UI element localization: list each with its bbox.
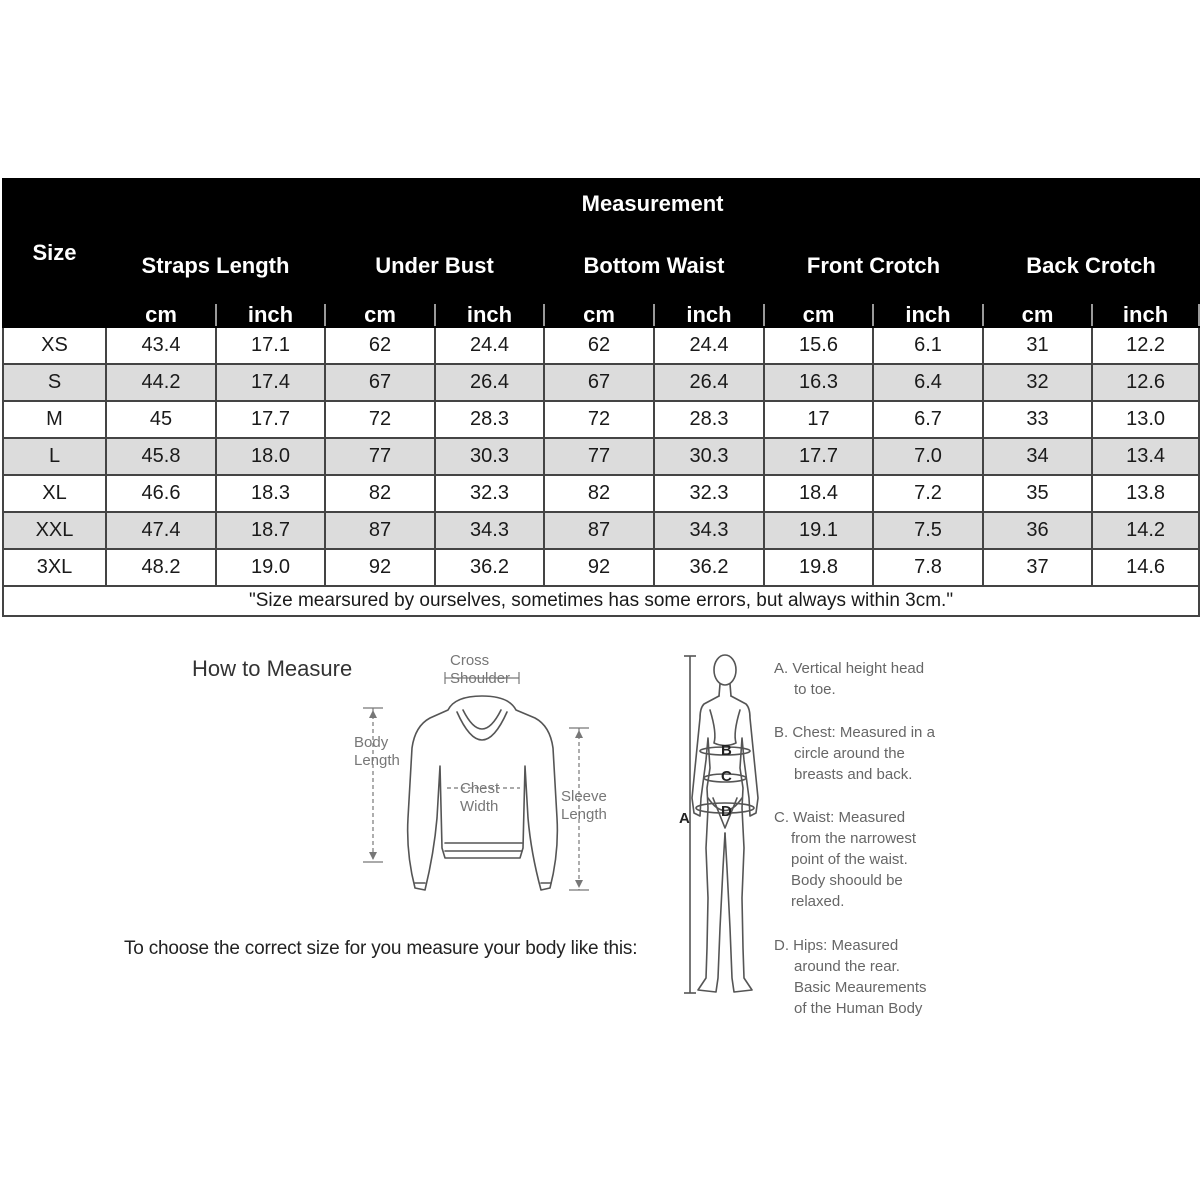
value-cell: 19.1 [764,512,873,549]
description-d: D. Hips: Measured around the rear. Basic Meaurements of the Human Body [774,937,927,1017]
value-cell: 82 [325,475,435,512]
value-cell: 24.4 [654,327,764,364]
value-cell: 34 [983,438,1092,475]
value-cell: 92 [325,549,435,586]
table-row [3,549,1199,586]
table-row [3,364,1199,401]
measure-instruction: To choose the correct size for you measure your body like this: [124,938,638,959]
unit-header: inch [873,303,983,327]
size-note: "Size mearsured by ourselves, sometimes has some errors, but always within 3cm." [3,586,1199,616]
value-cell: 34.3 [435,512,544,549]
table-row [3,438,1199,475]
chest-width-label: Chest Width [460,780,500,815]
value-cell: 13.8 [1092,475,1199,512]
head-icon [714,655,736,685]
value-cell: 12.6 [1092,364,1199,401]
value-cell: 31 [983,327,1092,364]
size-cell: S [3,364,106,401]
value-cell: 33 [983,401,1092,438]
size-chart-table [2,178,1200,617]
description-c: C. Waist: Measured from the narrowest point of the waist. Body shoould be relaxed. [774,809,917,910]
marker-c: C [721,768,732,785]
group-header: Front Crotch [764,229,983,303]
value-cell: 19.8 [764,549,873,586]
value-cell: 67 [325,364,435,401]
value-cell: 32.3 [435,475,544,512]
table-row [3,327,1199,364]
value-cell: 30.3 [435,438,544,475]
value-cell: 18.4 [764,475,873,512]
value-cell: 18.0 [216,438,325,475]
value-cell: 62 [325,327,435,364]
value-cell: 24.4 [435,327,544,364]
value-cell: 36.2 [435,549,544,586]
value-cell: 28.3 [435,401,544,438]
value-cell: 14.2 [1092,512,1199,549]
group-header: Straps Length [106,229,325,303]
unit-header: inch [216,303,325,327]
value-cell: 92 [544,549,654,586]
value-cell: 13.0 [1092,401,1199,438]
value-cell: 26.4 [435,364,544,401]
value-cell: 15.6 [764,327,873,364]
value-cell: 17.7 [216,401,325,438]
value-cell: 6.7 [873,401,983,438]
table-row [3,401,1199,438]
unit-header: inch [654,303,764,327]
value-cell: 46.6 [106,475,216,512]
value-cell: 7.0 [873,438,983,475]
unit-header: cm [325,303,435,327]
value-cell: 26.4 [654,364,764,401]
cross-shoulder-label: Cross Shoulder [450,652,511,687]
value-cell: 45 [106,401,216,438]
value-cell: 36.2 [654,549,764,586]
value-cell: 19.0 [216,549,325,586]
value-cell: 36 [983,512,1092,549]
note-row [3,586,1199,616]
size-header: Size [3,179,106,327]
value-cell: 72 [325,401,435,438]
value-cell: 17.7 [764,438,873,475]
size-cell: 3XL [3,549,106,586]
unit-header-row [3,303,1199,327]
value-cell: 14.6 [1092,549,1199,586]
unit-header: cm [983,303,1092,327]
value-cell: 30.3 [654,438,764,475]
measurement-header: Measurement [106,179,1199,229]
size-cell: M [3,401,106,438]
value-cell: 87 [325,512,435,549]
size-cell: XS [3,327,106,364]
group-header: Bottom Waist [544,229,764,303]
value-cell: 17.4 [216,364,325,401]
value-cell: 82 [544,475,654,512]
value-cell: 48.2 [106,549,216,586]
value-cell: 6.1 [873,327,983,364]
value-cell: 18.3 [216,475,325,512]
value-cell: 18.7 [216,512,325,549]
marker-a: A [679,810,690,827]
value-cell: 32.3 [654,475,764,512]
value-cell: 34.3 [654,512,764,549]
group-header: Back Crotch [983,229,1199,303]
table-row [3,512,1199,549]
value-cell: 72 [544,401,654,438]
size-cell: L [3,438,106,475]
value-cell: 43.4 [106,327,216,364]
unit-header: cm [764,303,873,327]
value-cell: 7.8 [873,549,983,586]
value-cell: 17 [764,401,873,438]
value-cell: 7.2 [873,475,983,512]
marker-d: D [721,803,732,820]
value-cell: 44.2 [106,364,216,401]
group-header-row [3,229,1199,303]
value-cell: 6.4 [873,364,983,401]
value-cell: 45.8 [106,438,216,475]
value-cell: 32 [983,364,1092,401]
value-cell: 67 [544,364,654,401]
value-cell: 35 [983,475,1092,512]
unit-header: inch [435,303,544,327]
value-cell: 28.3 [654,401,764,438]
value-cell: 13.4 [1092,438,1199,475]
description-a: A. Vertical height head to toe. [774,660,925,698]
value-cell: 62 [544,327,654,364]
value-cell: 12.2 [1092,327,1199,364]
value-cell: 37 [983,549,1092,586]
size-cell: XXL [3,512,106,549]
value-cell: 16.3 [764,364,873,401]
how-to-measure-title: How to Measure [192,656,353,681]
sleeve-length-label: Sleeve Length [561,788,607,823]
table-body [3,327,1199,616]
value-cell: 77 [544,438,654,475]
size-cell: XL [3,475,106,512]
table-row [3,475,1199,512]
value-cell: 77 [325,438,435,475]
description-b: B. Chest: Measured in a circle around the breasts and back. [774,724,935,783]
unit-header: cm [544,303,654,327]
unit-header: cm [106,303,216,327]
value-cell: 47.4 [106,512,216,549]
value-cell: 17.1 [216,327,325,364]
human-body-diagram [670,648,770,1003]
value-cell: 7.5 [873,512,983,549]
unit-header: inch [1092,303,1199,327]
group-header: Under Bust [325,229,544,303]
marker-b: B [721,742,732,759]
body-length-label: Body Length [354,734,400,769]
value-cell: 87 [544,512,654,549]
